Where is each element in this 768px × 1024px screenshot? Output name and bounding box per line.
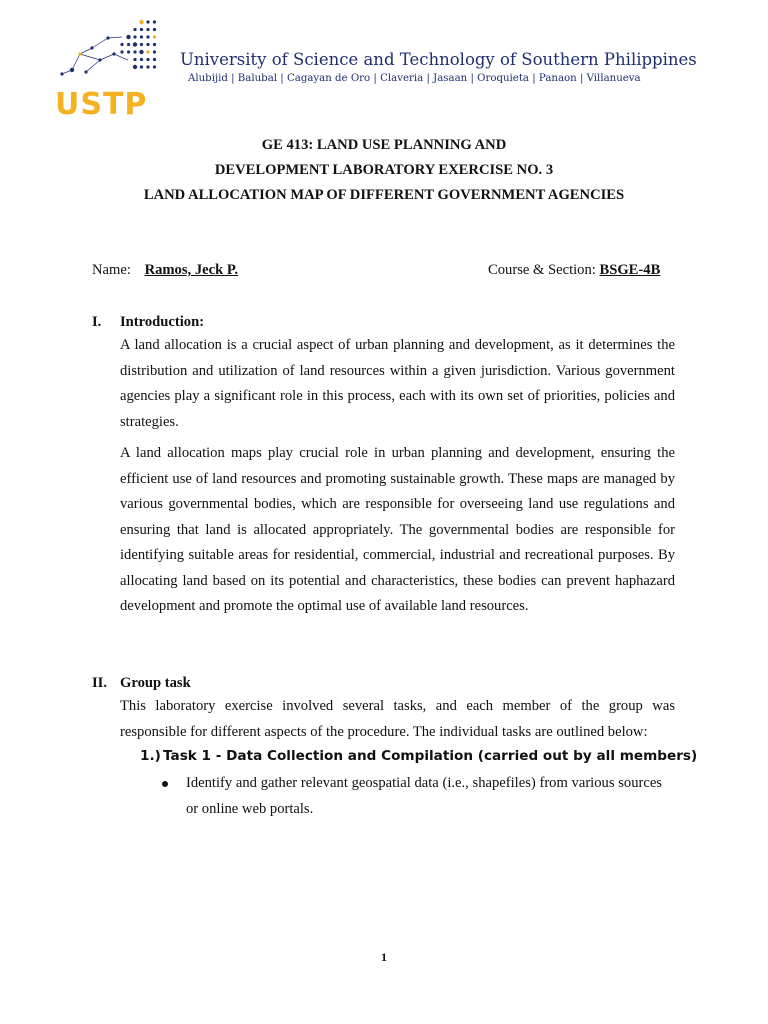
logo-node [140,58,143,61]
logo-link-line [108,37,122,38]
section-title: Group task [120,675,191,691]
title-line-1: GE 413: LAND USE PLANNING AND [261,137,507,153]
logo-node [146,65,149,68]
logo-node [90,46,93,49]
logo-node [112,52,115,55]
name-value: Ramos, Jeck P. [144,262,239,278]
logo-node [106,36,109,39]
logo-node [120,43,123,46]
logo-node [78,52,81,55]
name-label: Name: [92,262,131,278]
logo-link-line [92,38,108,48]
page-number: 1 [381,950,387,964]
logo-node [140,43,143,46]
logo-node [98,58,101,61]
logo-node [153,50,156,53]
task-number: 1.) [140,748,161,764]
task-1-heading [140,748,697,764]
logo-node [133,42,137,46]
logo-link-line [86,60,100,72]
document-header [0,0,768,120]
logo-link-line [80,54,100,60]
logo-node [127,43,130,46]
logo-link-line [114,54,128,60]
logo-node [146,28,149,31]
task-label: Task 1 - Data Collection and Compilation (carried out by all members) [163,748,698,764]
group-task-paragraph: This laboratory exercise involved several tasks, and each member of the group was responsible for different aspects of the procedure. The individual tasks are outlined below: [120,698,675,740]
logo-node [146,58,149,61]
section-title: Introduction: [120,314,205,330]
logo-node [133,35,136,38]
logo-link-line [80,48,92,54]
logo-node [140,65,143,68]
logo-node [70,68,74,72]
logo-node [153,20,156,23]
logo-node [140,35,143,38]
logo-node [133,28,136,31]
logo-text: USTP [55,87,148,122]
intro-paragraph-1: A land allocation is a crucial aspect of urban planning and development, as it determines the distribution and utilization of land resources within a given jurisdiction. Various government agencies play a significant role in this process, each with its own set of priorities, policies and strategies. [120,337,675,430]
logo-node [153,28,156,31]
course-field [488,262,660,279]
logo-node [140,28,143,31]
logo-node [127,50,130,53]
section-heading-introduction [92,314,204,331]
logo-node [146,20,149,23]
logo-node [153,35,156,38]
logo-node [133,58,136,61]
logo-node [146,50,149,53]
logo-node [153,58,156,61]
course-value: BSGE-4B [599,262,661,278]
bullet-icon [162,781,168,787]
logo-link-line [72,54,80,70]
section-number: I. [92,314,102,330]
course-label: Course & Section: [488,262,596,278]
logo-node [120,50,123,53]
logo-node [126,35,130,39]
title-line-2: DEVELOPMENT LABORATORY EXERCISE NO. 3 [214,162,554,178]
title-line-3: LAND ALLOCATION MAP OF DIFFERENT GOVERNMENT AGENCIES [143,187,625,203]
logo-link-line [100,54,114,60]
university-name: University of Science and Technology of Southern Philippines [180,50,697,69]
logo-node [60,72,63,75]
logo-node [153,43,156,46]
logo-node [139,50,143,54]
logo-node [133,65,137,69]
logo-node [146,43,149,46]
section-number: II. [92,675,108,691]
logo-node [139,20,143,24]
campus-list: Alubijid | Balubal | Cagayan de Oro | Claveria | Jasaan | Oroquieta | Panaon | Villanueva [188,73,641,84]
ustp-logo [52,14,162,122]
task-1-bullet-1: Identify and gather relevant geospatial data (i.e., shapefiles) from various sources or online web portals. [186,775,662,817]
section-heading-group-task [92,675,191,692]
name-field [92,262,238,279]
logo-node [146,35,149,38]
logo-node [153,65,156,68]
logo-node [133,50,136,53]
intro-paragraph-2: A land allocation maps play crucial role in urban planning and development, ensuring the efficient use of land resources and promoting sustainable growth. These maps are managed by various governmental bodies, which are responsible for overseeing land use regulations and ensuring that land is allocated appropriately. The governmental bodies are responsible for identifying suitable areas for residential, commercial, industrial and recreational purposes. By allocating land based on its potential and characteristics, these bodies can prevent haphazard development and promote the optimal use of available land resources. [120,445,675,614]
logo-node [84,70,87,73]
